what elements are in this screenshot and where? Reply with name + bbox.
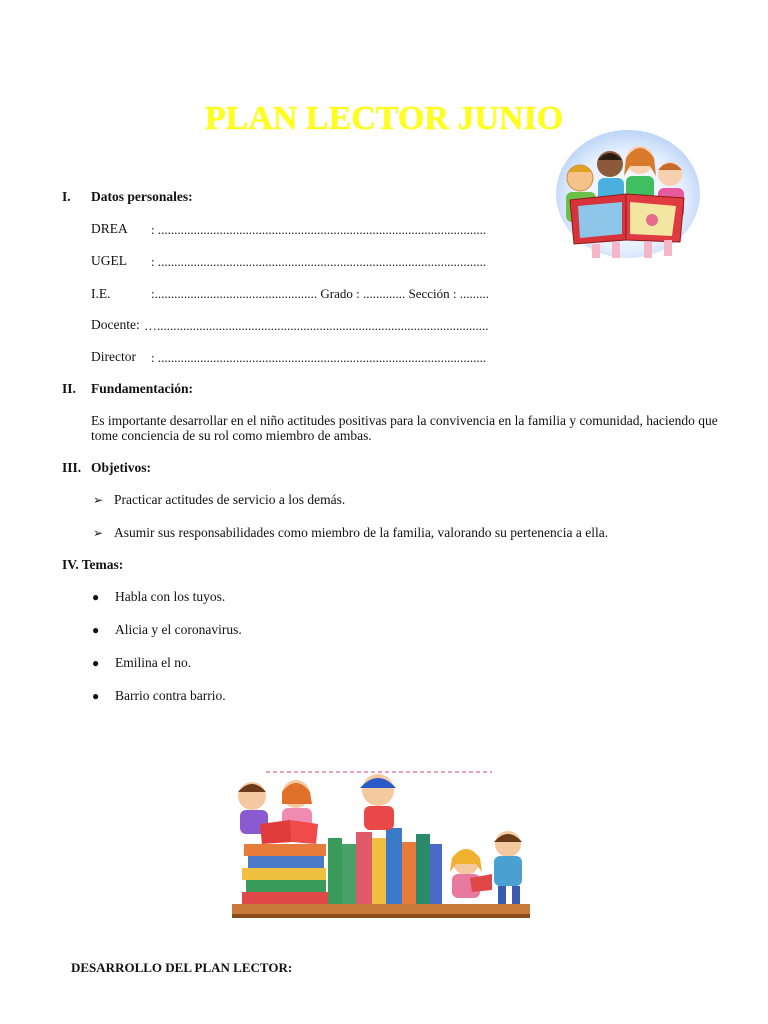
children-reading-icon: [552, 122, 704, 262]
section-title-datos: Datos personales:: [91, 189, 193, 204]
objetivo-item: Asumir sus responsabilidades como miembro de la familia, valorando su pertenencia a ella.: [114, 525, 609, 540]
dot-bullet-icon: ●: [92, 623, 100, 637]
tema-item: Barrio contra barrio.: [115, 688, 226, 703]
section-number-objetivos: III.: [62, 460, 82, 475]
field-label-docente: Docente:: [91, 317, 140, 332]
tema-item: Habla con los tuyos.: [115, 589, 226, 604]
field-label-director: Director: [91, 349, 136, 364]
arrow-bullet-icon: ➢: [93, 493, 104, 507]
field-value-ugel: : .....................................................................................................: [151, 254, 487, 269]
field-value-drea: : .....................................................................................................: [151, 222, 487, 237]
section-number-datos: I.: [62, 189, 71, 204]
section-footer-heading: DESARROLLO DEL PLAN LECTOR:: [71, 960, 293, 975]
field-value-director: : .....................................................................................................: [151, 350, 487, 365]
section-title-temas: IV. Temas:: [62, 557, 124, 572]
dot-bullet-icon: ●: [92, 689, 100, 703]
objetivo-item: Practicar actitudes de servicio a los demás.: [114, 492, 346, 507]
arrow-bullet-icon: ➢: [93, 526, 104, 540]
children-reading-illustration: [552, 122, 704, 262]
tema-item: Alicia y el coronavirus.: [115, 622, 242, 637]
section-number-fundamentacion: II.: [62, 381, 76, 396]
section-title-fundamentacion: Fundamentación:: [91, 381, 194, 396]
kids-books-icon: [230, 768, 548, 920]
kids-books-illustration: [230, 768, 548, 920]
field-value-docente: …......................................................................................................: [144, 318, 489, 333]
field-value-ie: :.................................................. Grado : ............. Sección : .........: [151, 286, 489, 301]
field-label-ie: I.E.: [91, 286, 111, 301]
field-label-ugel: UGEL: [91, 253, 127, 268]
fundamentacion-text: Es importante desarrollar en el niño actitudes positivas para la convivencia en la familia y comunidad, haciendo que tome conciencia de su rol como miembro de ambas.: [91, 413, 718, 443]
dot-bullet-icon: ●: [92, 656, 100, 670]
tema-item: Emilina el no.: [115, 655, 192, 670]
dot-bullet-icon: ●: [92, 590, 100, 604]
page-title: PLAN LECTOR JUNIO: [204, 100, 564, 137]
field-label-drea: DREA: [91, 221, 128, 236]
section-title-objetivos: Objetivos:: [91, 460, 151, 475]
